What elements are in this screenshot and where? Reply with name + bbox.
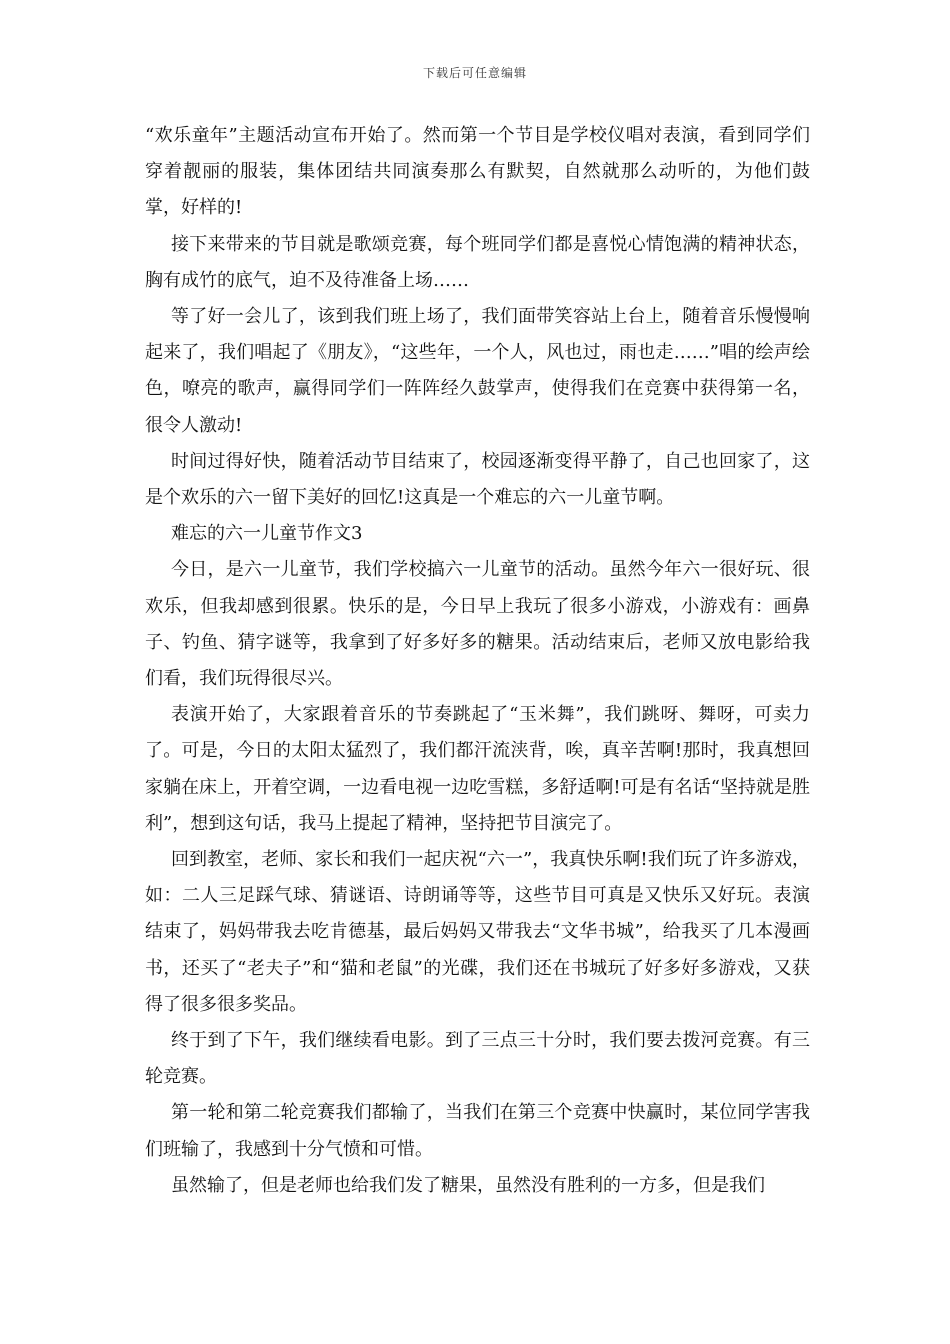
- paragraph-6: 表演开始了，大家跟着音乐的节奏跳起了“玉米舞”，我们跳呀、舞呀，可卖力了。可是，今日的太阳太猛烈了，我们都汗流浃背，唉，真辛苦啊!那时，我真想回家躺在床上，开着空调，一边看电视一边吃雪糕，多舒适啊!可是有名话“坚持就是胜利”，想到这句话，我马上提起了精神，坚持把节目演完了。: [145, 704, 810, 834]
- paragraph-10: 虽然输了，但是老师也给我们发了糖果，虽然没有胜利的一方多，但是我们: [171, 1174, 765, 1196]
- paragraph-9: 第一轮和第二轮竞赛我们都输了，当我们在第三个竞赛中快赢时，某位同学害我们班输了，我感到十分气愤和可惜。: [145, 1102, 810, 1160]
- section-title: 难忘的六一儿童节作文3: [171, 523, 363, 545]
- paragraph-7: 回到教室，老师、家长和我们一起庆祝“六一”，我真快乐啊!我们玩了许多游戏，如：二人三足踩气球、猜谜语、诗朗诵等等，这些节目可真是又快乐又好玩。表演结束了，妈妈带我去吃肯德基，最后妈妈又带我去“文华书城”，给我买了几本漫画书，还买了“老夫子”和“猫和老鼠”的光碟，我们还在书城玩了好多好多游戏，又获得了很多很多奖品。: [145, 849, 810, 1015]
- page-header: 下载后可任意编辑: [422, 66, 527, 80]
- paragraph-3: 等了好一会儿了，该到我们班上场了，我们面带笑容站上台上，随着音乐慢慢响起来了，我们唱起了《朋友》，“这些年，一个人，风也过，雨也走……”唱的绘声绘色，嘹亮的歌声，赢得同学们一阵阵经久鼓掌声，使得我们在竞赛中获得第一名，很令人激动!: [145, 306, 810, 436]
- paragraph-5: 今日，是六一儿童节，我们学校搞六一儿童节的活动。虽然今年六一很好玩、很欢乐，但我却感到很累。快乐的是，今日早上我玩了很多小游戏，小游戏有：画鼻子、钓鱼、猜字谜等，我拿到了好多好多的糖果。活动结束后，老师又放电影给我们看，我们玩得很尽兴。: [145, 559, 810, 690]
- paragraph-1: “欢乐童年”主题活动宣布开始了。然而第一个节目是学校仪唱对表演，看到同学们穿着靓丽的服装，集体团结共同演奏那么有默契，自然就那么动听的，为他们鼓掌，好样的!: [145, 125, 810, 219]
- paragraph-4: 时间过得好快，随着活动节目结束了，校园逐渐变得平静了，自己也回家了，这是个欢乐的六一留下美好的回忆!这真是一个难忘的六一儿童节啊。: [145, 450, 810, 509]
- paragraph-8: 终于到了下午，我们继续看电影。到了三点三十分时，我们要去拨河竞赛。有三轮竞赛。: [145, 1030, 810, 1088]
- paragraph-2: 接下来带来的节目就是歌颂竞赛，每个班同学们都是喜悦心情饱满的精神状态，胸有成竹的底气，迫不及待准备上场……: [145, 233, 810, 291]
- document-body: [145, 118, 810, 1204]
